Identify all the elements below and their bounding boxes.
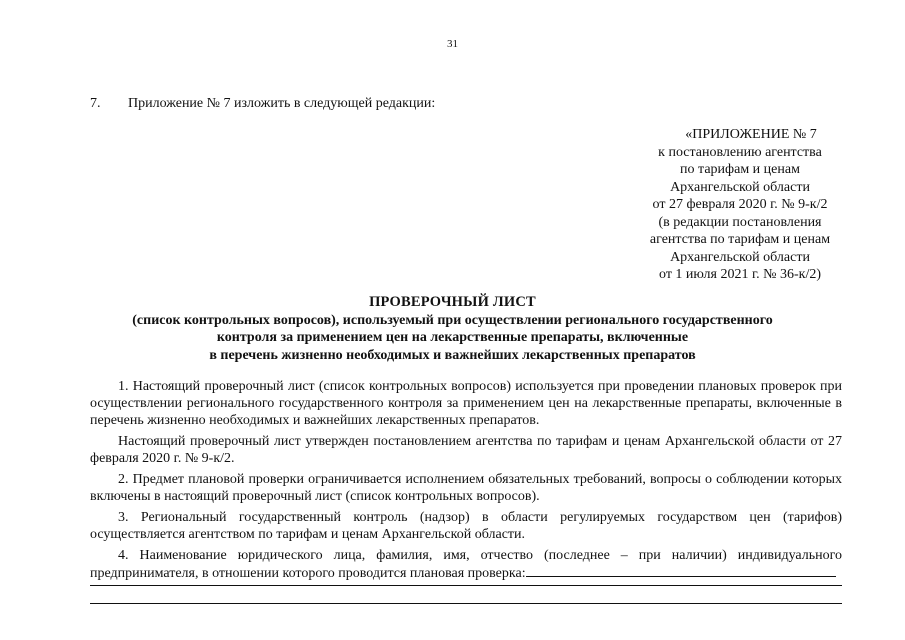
item-number: 7.: [90, 96, 101, 111]
amendment-item-7: [90, 96, 435, 112]
appendix-line: к постановлению агентства: [658, 144, 822, 160]
appendix-line: Архангельской области: [670, 179, 810, 195]
blank-fill-line: [526, 564, 836, 577]
appendix-title: «ПРИЛОЖЕНИЕ № 7: [685, 127, 817, 142]
document-heading: [0, 294, 905, 364]
paragraph: Настоящий проверочный лист утвержден постановлением агентства по тарифам и ценам Архангельской области от 27 февраля 2020 г. № 9-к/2.: [90, 434, 842, 467]
appendix-line: по тарифам и ценам: [680, 162, 800, 177]
document-title: ПРОВЕРОЧНЫЙ ЛИСТ: [369, 294, 536, 310]
paragraph: 3. Региональный государственный контроль (надзор) в области регулируемых государством цен (тарифов) осуществляется агентством по тарифам и ценам Архангельской области.: [90, 509, 842, 543]
paragraph: 2. Предмет плановой проверки ограничивается исполнением обязательных требований, вопросы о соблюдении которых включены в настоящий проверочный лист (список контрольных вопросов).: [90, 472, 842, 505]
appendix-line: агентства по тарифам и ценам: [649, 232, 831, 247]
appendix-line: Архангельской области: [670, 249, 810, 265]
item-text: Приложение № 7 изложить в следующей редакции:: [128, 96, 436, 111]
heading-line: в перечень жизненно необходимых и важнейших лекарственных препаратов: [209, 347, 696, 363]
appendix-header: [640, 126, 840, 284]
page-number: 31: [447, 38, 458, 50]
heading-line: (список контрольных вопросов), используемый при осуществлении регионального государственного: [132, 312, 773, 328]
heading-line: контроля за применением цен на лекарственные препараты, включенные: [216, 330, 689, 345]
blank-rule: [90, 603, 842, 604]
paragraph-4-text: 4. Наименование юридического лица, фамилия, имя, отчество (последнее – при наличии) индивидуального предпринимателя, в отношении которого проводится плановая проверка:: [90, 547, 842, 582]
blank-rule: [90, 585, 842, 586]
appendix-line: от 1 июля 2021 г. № 36-к/2): [659, 267, 821, 282]
appendix-line: от 27 февраля 2020 г. № 9-к/2: [652, 197, 828, 212]
appendix-line: (в редакции постановления: [658, 214, 822, 230]
paragraph-4: [90, 547, 842, 582]
document-body: [90, 378, 842, 586]
paragraph: 1. Настоящий проверочный лист (список контрольных вопросов) используется при проведении плановых проверок при осуществлении регионального государственного контроля за применением цен на лекарственные препараты, включенные в перечень жизненно необходимых и важнейших лекарственных препаратов.: [90, 379, 842, 429]
